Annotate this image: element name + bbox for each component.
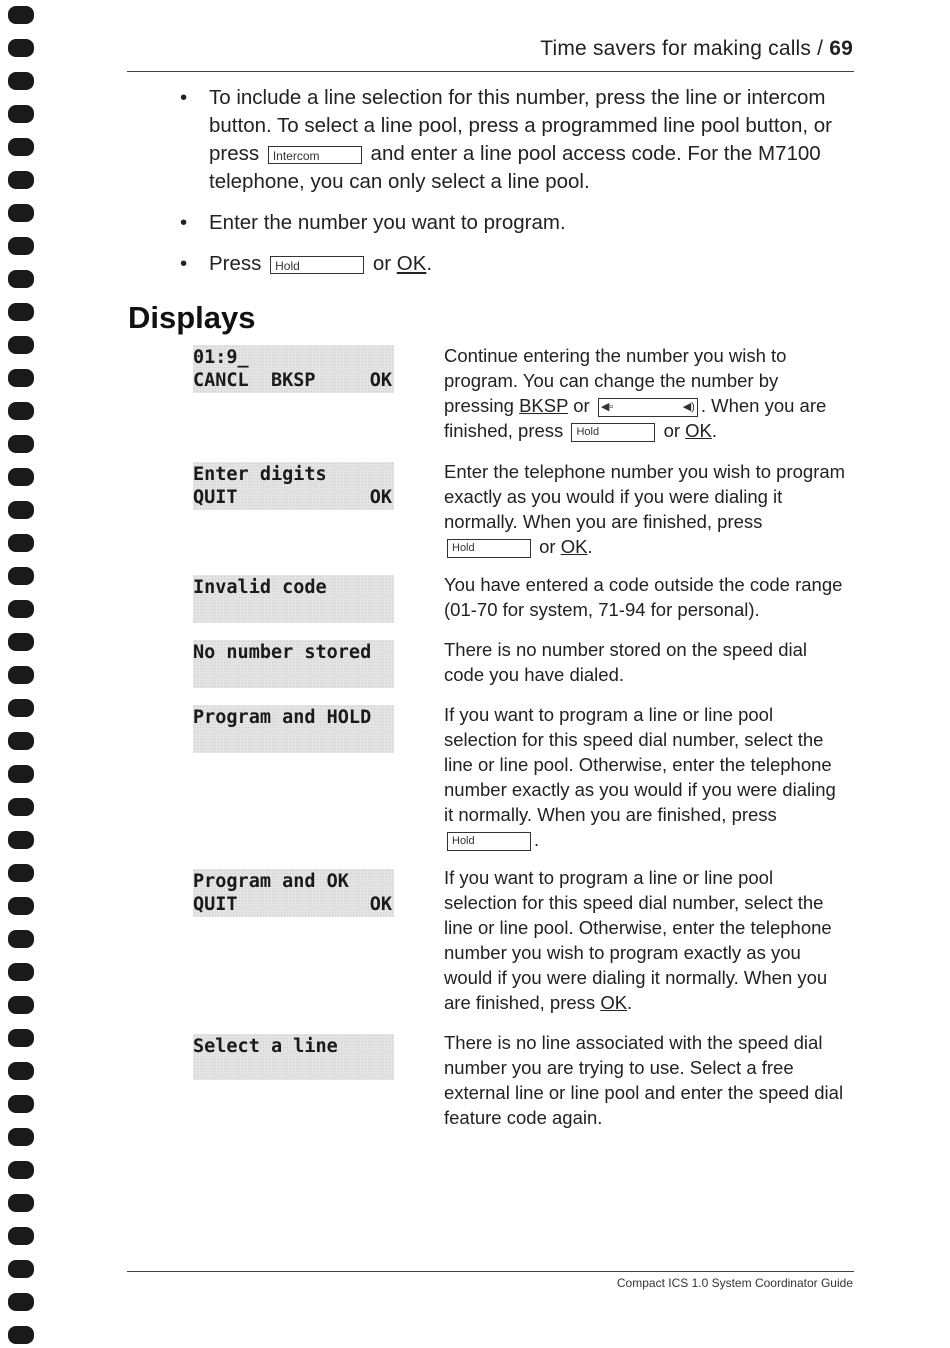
description-text: . When you are finished, press [444,395,827,441]
binding-hole [8,105,34,123]
lcd-line-1: No number stored [193,642,372,663]
binding-hole [8,897,34,915]
page-number: 69 [829,37,853,60]
lcd-line-1: Program and HOLD [193,707,372,728]
binding-hole [8,1161,34,1179]
description-text: Enter the telephone number you wish to program exactly as you would if you were dialing it normally. When you are finished, press [444,461,846,532]
hold-key: Hold [270,256,364,274]
list-item [180,250,850,278]
punctuation: . [426,252,433,275]
bullet-text: To include a line selection for this number, press the line or intercom button. To select a line pool, press a programmed line pool button, or press [209,86,832,165]
description-text: or [573,395,590,416]
binding-hole [8,39,34,57]
binding-hole [8,435,34,453]
lcd-softkey-ok: OK [369,894,392,915]
volume-bar-key [598,398,698,417]
page-header [540,37,853,61]
binding-hole [8,831,34,849]
lcd-line-2: QUIT [193,487,238,508]
binding-hole [8,1227,34,1245]
binding-hole [8,963,34,981]
binding-hole [8,600,34,618]
binding-hole [8,732,34,750]
ok-softkey: OK [560,536,588,557]
description-text: There is no number stored on the speed dial code you have dialed. [444,639,808,685]
lcd-display [193,869,394,917]
description-text: There is no line associated with the speed dial number you are trying to use. Select a free external line or line pool and enter the speed dial feature code again. [444,1032,844,1128]
display-description [444,702,848,852]
display-description [444,343,848,443]
instruction-list [180,84,850,291]
list-item [180,84,850,196]
description-text: If you want to program a line or line pool selection for this speed dial number, select the line or line pool. Otherwise, enter the telephone number exactly as you would if you were dialing it normally. When you are finished, press [444,704,836,825]
binding-hole [8,270,34,288]
lcd-display [193,705,394,753]
binding-hole [8,204,34,222]
lcd-line-1: 01:9_ [193,347,249,368]
ok-softkey: OK [396,252,427,275]
binding-hole [8,1095,34,1113]
display-description [444,572,848,622]
binding-hole [8,1326,34,1344]
display-description [444,459,848,559]
binding-hole [8,765,34,783]
lcd-line-1: Select a line [193,1036,338,1057]
page-footer: Compact ICS 1.0 System Coordinator Guide [616,1276,853,1290]
lcd-display [193,462,394,510]
display-description [444,1030,848,1130]
binding-hole [8,303,34,321]
bullet-text: Enter the number you want to program. [209,211,566,234]
section-heading: Displays [128,300,256,335]
lcd-line-2: QUIT [193,894,238,915]
footer-rule [127,1271,854,1272]
punctuation: . [534,829,540,850]
description-text: You have entered a code outside the code range (01-70 for system, 71-94 for personal). [444,574,843,620]
volume-up-icon: ◀) [682,400,695,413]
lcd-line-1: Enter digits [193,464,327,485]
binding-hole [8,699,34,717]
lcd-display [193,345,394,393]
bullet-text: Press [209,252,262,275]
hold-key: Hold [571,423,655,442]
lcd-softkey-ok: OK [369,370,392,391]
lcd-display [193,575,394,623]
bksp-softkey: BKSP [519,395,569,416]
binding-hole [8,864,34,882]
ok-softkey: OK [685,420,712,441]
description-text: or [663,420,681,441]
lcd-display [193,640,394,688]
description-text: or [539,536,556,557]
binding-hole [8,501,34,519]
binding-hole [8,633,34,651]
binding-hole [8,1260,34,1278]
binding-hole [8,468,34,486]
header-title: Time savers for making calls / [540,37,830,60]
binding-hole [8,6,34,24]
lcd-line-1: Invalid code [193,577,327,598]
lcd-line-1: Program and OK [193,871,349,892]
display-description [444,637,848,687]
bullet-text: and enter a line pool access code. For the M7100 telephone, you can only select a line pool. [209,142,821,193]
lcd-softkey-ok: OK [369,487,392,508]
binding-hole [8,666,34,684]
intercom-key: Intercom [268,146,362,164]
binding-hole [8,996,34,1014]
spiral-binding [8,0,38,1348]
binding-hole [8,534,34,552]
binding-hole [8,1293,34,1311]
display-description [444,865,848,1015]
binding-hole [8,369,34,387]
punctuation: . [711,420,718,441]
hold-key: Hold [447,539,531,558]
hold-key: Hold [447,832,531,851]
description-text: If you want to program a line or line pool selection for this speed dial number, select the line or line pool. Otherwise, enter the telephone number you wish to program exactly as you would if you were dialing it normally. When you are finished, press [444,867,832,1013]
binding-hole [8,1128,34,1146]
volume-down-icon: ◀▫ [600,400,614,413]
binding-hole [8,567,34,585]
binding-hole [8,72,34,90]
header-rule [127,71,854,72]
binding-hole [8,930,34,948]
binding-hole [8,138,34,156]
lcd-line-2: CANCL BKSP [193,370,316,391]
lcd-display [193,1034,394,1080]
punctuation: . [627,992,633,1013]
binding-hole [8,171,34,189]
binding-hole [8,237,34,255]
binding-hole [8,798,34,816]
binding-hole [8,1029,34,1047]
description-text: Continue entering the number you wish to program. You can change the number by pressing [444,345,787,416]
list-item [180,209,850,237]
binding-hole [8,1062,34,1080]
punctuation: . [587,536,593,557]
ok-softkey: OK [600,992,628,1013]
binding-hole [8,336,34,354]
binding-hole [8,1194,34,1212]
binding-hole [8,402,34,420]
bullet-text: or [372,252,392,275]
